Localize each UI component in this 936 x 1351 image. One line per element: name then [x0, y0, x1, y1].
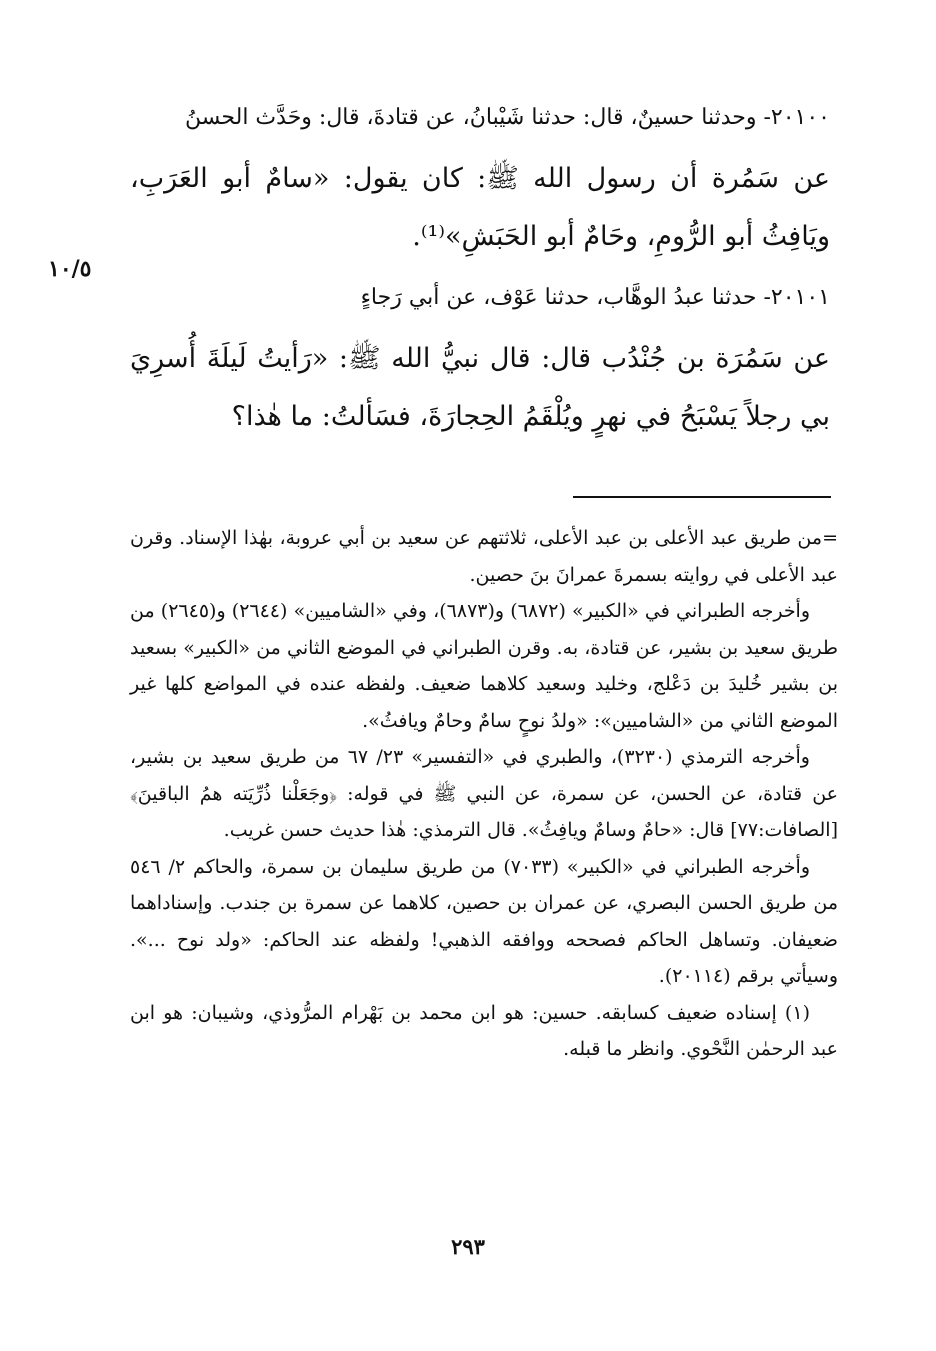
page-number: ٢٩٣: [451, 1234, 485, 1259]
main-text: [130, 96, 830, 456]
hadith-20101-text: عن سَمُرَة بن جُنْدُب قال: قال نبيُّ الله ﷺ: «رَأيتُ لَيلَةَ أُسرِيَ بي رجلاً يَسْبَحُ في نهرٍ ويُلْقَمُ الحِجارَةَ، فسَألتُ: ما هٰذا؟: [130, 343, 830, 432]
footnotes: [130, 520, 838, 1068]
footnote-1: (١) إسناده ضعيف كسابقه. حسين: هو ابن محمد بن بَهْرام المرُّوذي، وشيبان: هو ابن عبد الرحمٰن النَّحْوي. وانظر ما قبله.: [130, 1001, 838, 1060]
footnote-separator: [573, 496, 831, 498]
margin-reference: ١٠/٥: [48, 256, 92, 282]
hadith-20100-text: عن سَمُرة أن رسول الله ﷺ: كان يقول: «سامٌ أبو العَرَبِ، ويَافِثُ أبو الرُّومِ، وحَامٌ أبو الحَبَشِ»⁽¹⁾.: [130, 163, 830, 252]
footnote-paragraph: وأخرجه الترمذي (٣٢٣٠)، والطبري في «التفسير» ٢٣/ ٦٧ من طريق سعيد بن بشير، عن قتادة، عن الحسن، عن سمرة، عن النبي ﷺ في قوله: ﴿وجَعَلْنا ذُرِّيَته همُ الباقينَ﴾ [الصافات:٧٧] قال: «حامٌ وسامٌ ويافِثُ». قال الترمذي: هٰذا حديث حسن غريب.: [130, 746, 838, 841]
footnote-continuation: =من طريق عبد الأعلى بن عبد الأعلى، ثلاثتهم عن سعيد بن أبي عروبة، بهٰذا الإسناد. وقرن عبد الأعلى في روايته بسمرةَ عمرانَ بنَ حصين.: [130, 527, 838, 586]
footnote-paragraph: وأخرجه الطبراني في «الكبير» (٧٠٣٣) من طريق سليمان بن سمرة، والحاكم ٢/ ٥٤٦ من طريق الحسن البصري، عن عمران بن حصين، كلاهما عن سمرة بن جندب. وإسناداهما ضعيفان. وتساهل الحاكم فصححه ووافقه الذهبي! ولفظه عند الحاكم: «ولد نوح ...». وسيأتي برقم (٢٠١١٤).: [130, 855, 838, 987]
hadith-20101-chain: ٢٠١٠١- حدثنا عبدُ الوهَّاب، حدثنا عَوْف، عن أبي رَجاءٍ: [360, 285, 830, 310]
footnote-paragraph: وأخرجه الطبراني في «الكبير» (٦٨٧٢) و(٦٨٧٣)، وفي «الشاميين» (٢٦٤٤) و(٢٦٤٥) من طريق سعيد بن بشير، عن قتادة، به. وقرن الطبراني في الموضع الثاني من «الكبير» بسعيد بن بشير خُليدَ بن دَعْلج، وخليد وسعيد كلاهما ضعيف. ولفظه عنده في المواضع كلها غير الموضع الثاني من «الشاميين»: «ولدُ نوحٍ سامٌ وحامٌ ويافثُ».: [130, 600, 838, 732]
hadith-20100-chain: ٢٠١٠٠- وحدثنا حسينٌ، قال: حدثنا شَيْبانُ، عن قتادةَ، قال: وحَدَّث الحسنُ: [185, 105, 830, 130]
